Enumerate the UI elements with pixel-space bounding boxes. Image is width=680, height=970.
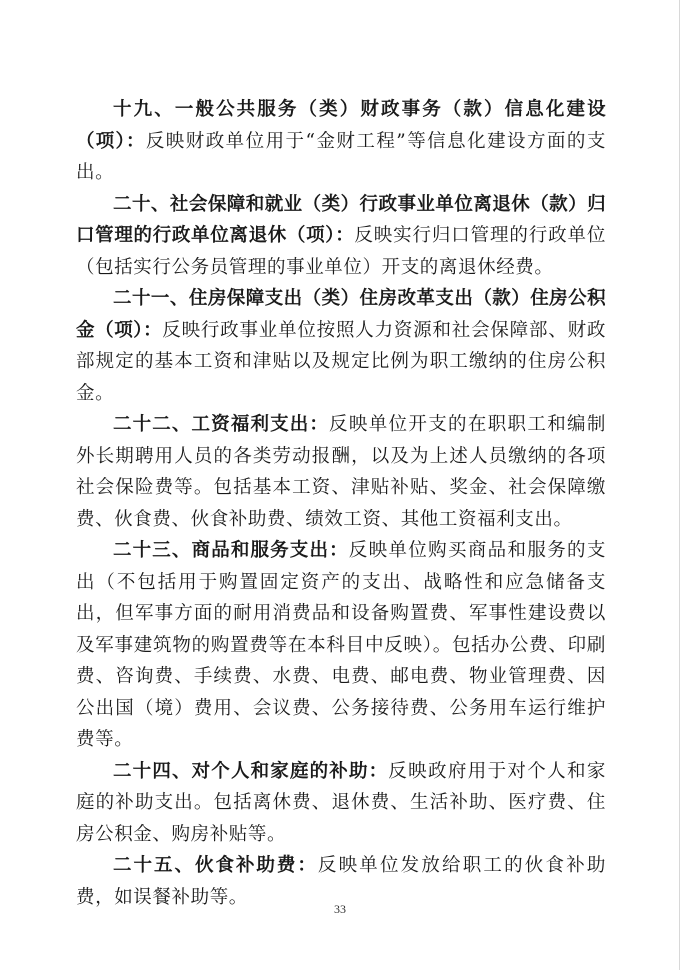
section-body: 反映财政单位用于“金财工程”等信息化建设方面的支出。 (76, 130, 606, 183)
section-heading: 二十五、伙食补助费： (113, 855, 318, 876)
section-heading: 二十二、工资福利支出： (113, 414, 330, 435)
section-heading: 二十、社会保障和就业（类）行政事业单位离退休（款）归口管理的行政单位离退休（项）： (76, 193, 606, 246)
section-body: 反映实行归口管理的行政单位（包括实行公务员管理的事业单位）开支的离退休经费。 (76, 225, 606, 278)
section-20 (76, 189, 606, 284)
section-body: 反映单位发放给职工的伙食补助费，如误餐补助等。 (76, 855, 606, 908)
section-body: 反映单位购买商品和服务的支出（不包括用于购置固定资产的支出、战略性和应急储备支出，但军事方面的耐用消费品和设备购置费、军事性建设费以及军事建筑物的购置费等在本科目中反映）。包括办公费、印刷费、咨询费、手续费、水费、电费、邮电费、物业管理费、因公出国（境）费用、会议费、公务接待费、公务用车运行维护费等。 (76, 540, 606, 750)
section-body: 反映单位开支的在职职工和编制外长期聘用人员的各类劳动报酬，以及为上述人员缴纳的各项社会保险费等。包括基本工资、津贴补贴、奖金、社会保障缴费、伙食费、伙食补助费、绩效工资、其他工资福利支出。 (76, 414, 606, 530)
section-heading: 二十一、住房保障支出（类）住房改革支出（款）住房公积金（项）： (76, 288, 606, 341)
section-24 (76, 756, 606, 851)
section-23 (76, 535, 606, 756)
page-number: 33 (334, 902, 346, 916)
section-21 (76, 283, 606, 409)
section-heading: 十九、一般公共服务（类）财政事务（款）信息化建设（项）： (76, 99, 606, 152)
section-heading: 二十三、商品和服务支出： (113, 540, 349, 561)
section-heading: 二十四、对个人和家庭的补助： (113, 760, 389, 782)
section-19 (76, 94, 606, 189)
section-body: 反映政府用于对个人和家庭的补助支出。包括离休费、退休费、生活补助、医疗费、住房公积金、购房补贴等。 (76, 760, 606, 845)
section-body: 反映行政事业单位按照人力资源和社会保障部、财政部规定的基本工资和津贴以及规定比例为职工缴纳的住房公积金。 (76, 319, 606, 404)
section-22 (76, 409, 606, 535)
document-body (76, 94, 606, 913)
